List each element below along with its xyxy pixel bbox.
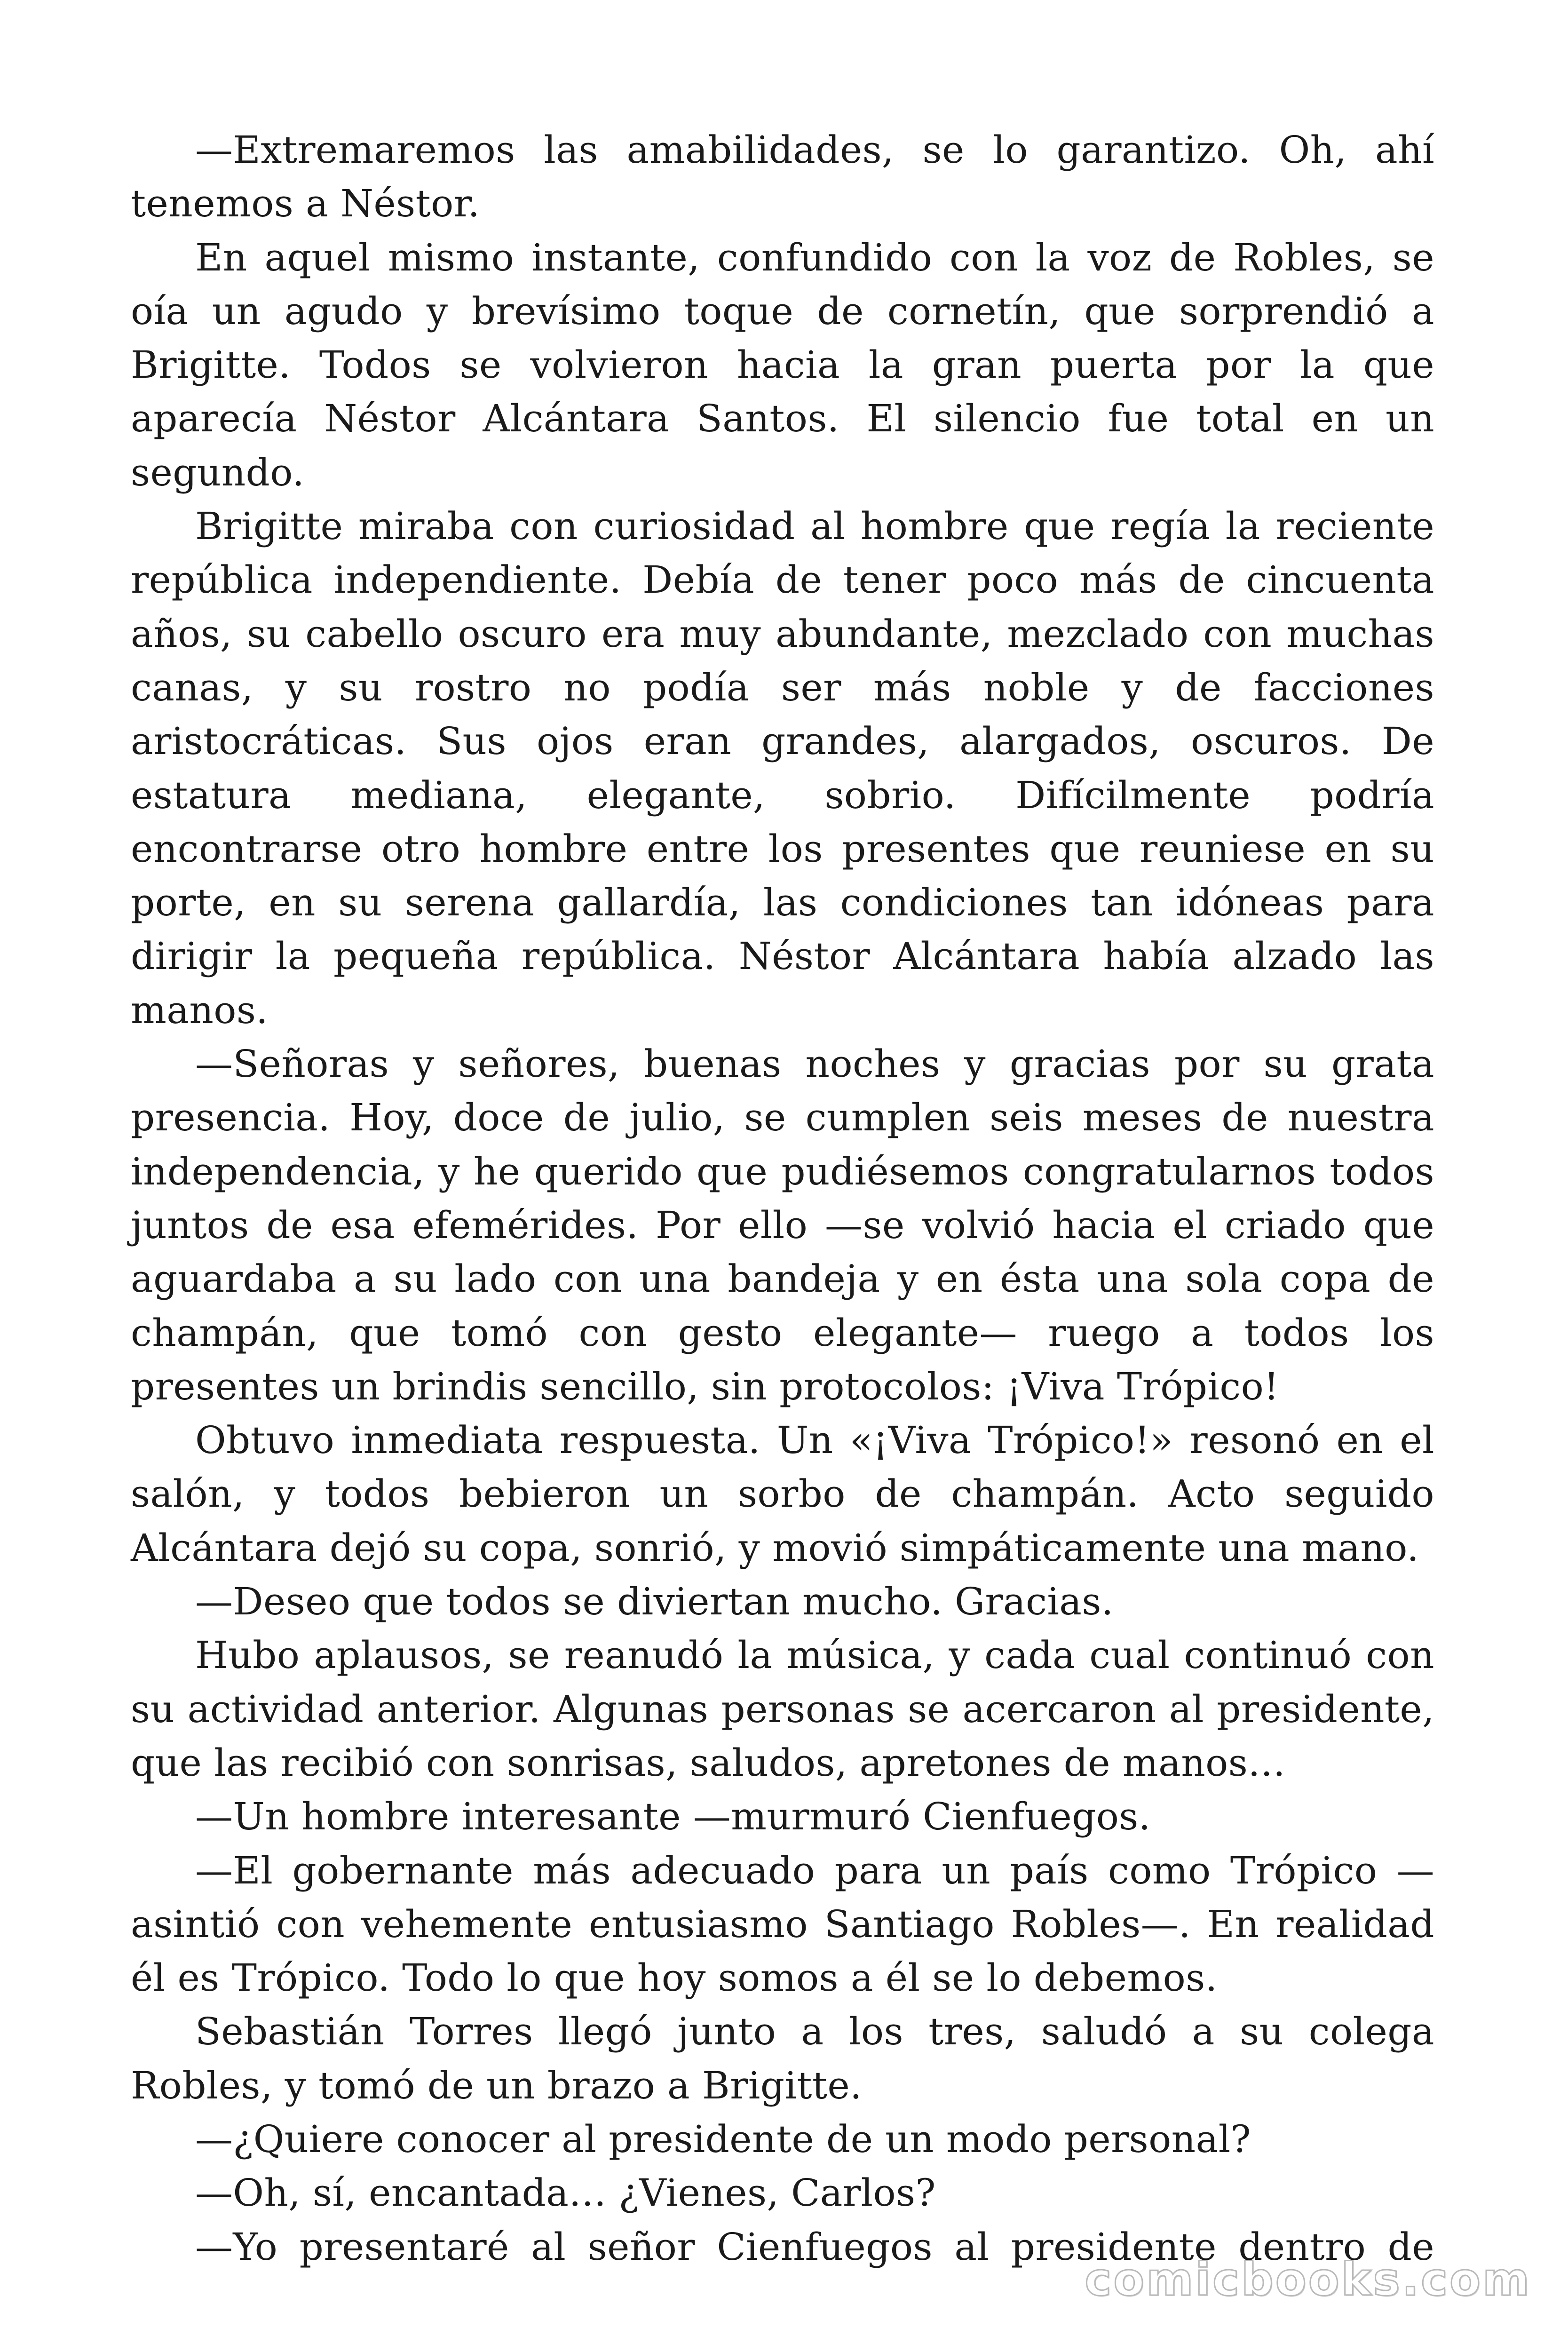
paragraph-9: —El gobernante más adecuado para un país como Trópico —asintió con vehemente entusiasmo Santiago Robles—. En realidad él es Trópico. Todo lo que hoy somos a él se lo debemos. — [131, 1848, 1434, 2000]
paragraph-11: —¿Quiere conocer al presidente de un modo personal? — [195, 2117, 1251, 2161]
paragraph-6: —Deseo que todos se diviertan mucho. Gracias. — [195, 1580, 1114, 1624]
paragraph-1: —Extremaremos las amabilidades, se lo garantizo. Oh, ahí tenemos a Néstor. — [131, 128, 1434, 226]
watermark: comicbooks.com — [1085, 2253, 1531, 2306]
page-text — [131, 123, 1434, 2274]
paragraph-5: Obtuvo inmediata respuesta. Un «¡Viva Trópico!» resonó en el salón, y todos bebieron un sorbo de champán. Acto seguido Alcántara dejó su copa, sonrió, y movió simpáticamente una mano. — [131, 1418, 1434, 1570]
paragraph-3: Brigitte miraba con curiosidad al hombre que regía la reciente república independiente. Debía de tener poco más de cincuenta años, su cabello oscuro era muy abundante, mezclado con muchas canas, y su rostro no podía ser más noble y de facciones aristocráticas. Sus ojos eran grandes, alargados, oscuros. De estatura mediana, elegante, sobrio. Difícilmente podría encontrarse otro hombre entre los presentes que reuniese en su porte, en su serena gallardía, las condiciones tan idóneas para dirigir la pequeña república. Néstor Alcántara había alzado las manos. — [131, 504, 1434, 1032]
paragraph-4: —Señoras y señores, buenas noches y gracias por su grata presencia. Hoy, doce de julio, se cumplen seis meses de nuestra independencia, y he querido que pudiésemos congratularnos todos juntos de esa efemérides. Por ello —se volvió hacia el criado que aguardaba a su lado con una bandeja y en ésta una sola copa de champán, que tomó con gesto elegante— ruego a todos los presentes un brindis sencillo, sin protocolos: ¡Viva Trópico! — [131, 1042, 1434, 1408]
paragraph-7: Hubo aplausos, se reanudó la música, y cada cual continuó con su actividad anterior. Algunas personas se acercaron al presidente, que las recibió con sonrisas, saludos, apretones de manos… — [131, 1633, 1434, 1785]
paragraph-2: En aquel mismo instante, confundido con la voz de Robles, se oía un agudo y brevísimo toque de cornetín, que sorprendió a Brigitte. Todos se volvieron hacia la gran puerta por la que aparecía Néstor Alcántara Santos. El silencio fue total en un segundo. — [131, 235, 1434, 494]
paragraph-13: —Yo presentaré al señor Cienfuegos al presidente dentro de — [195, 2225, 1434, 2269]
paragraph-12: —Oh, sí, encantada… ¿Vienes, Carlos? — [195, 2171, 936, 2215]
paragraph-10: Sebastián Torres llegó junto a los tres, saludó a su colega Robles, y tomó de un brazo a Brigitte. — [131, 2010, 1434, 2107]
paragraph-8: —Un hombre interesante —murmuró Cienfuegos. — [195, 1795, 1151, 1839]
